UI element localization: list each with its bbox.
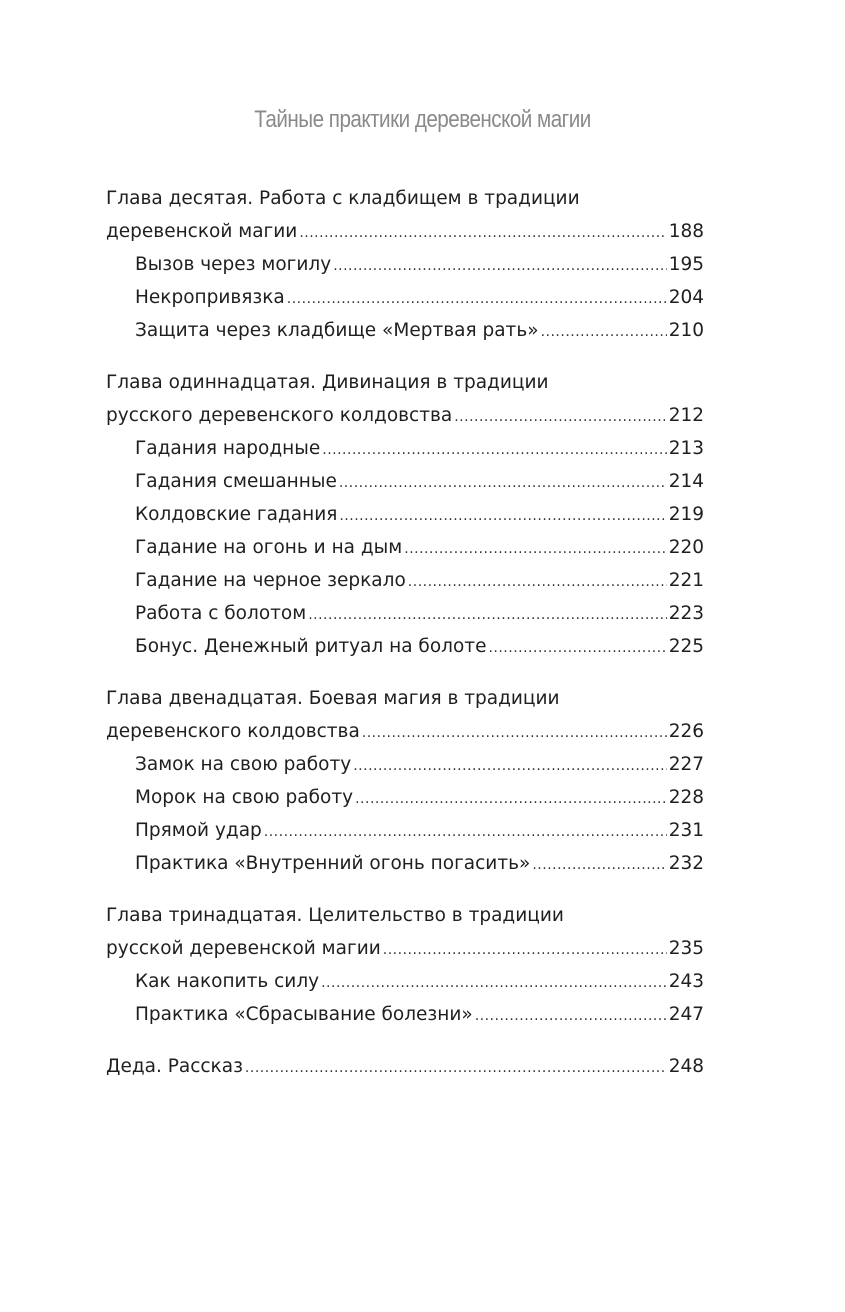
page-number: 226 — [668, 721, 704, 742]
chapter-title-line: русской деревенской магии — [106, 938, 381, 959]
toc-item-title: Некропривязка — [135, 287, 285, 308]
toc-item[interactable] — [106, 748, 704, 781]
dot-leader — [353, 750, 666, 781]
toc-item[interactable] — [106, 998, 704, 1031]
toc-item[interactable] — [106, 781, 704, 814]
toc-item-title: Защита через кладбище «Мертвая рать» — [135, 320, 539, 341]
toc-item[interactable] — [106, 965, 704, 998]
toc-item-title: Практика «Внутренний огонь погасить» — [135, 853, 531, 874]
dot-leader — [322, 434, 666, 465]
dot-leader — [404, 533, 666, 564]
dot-leader — [321, 967, 667, 998]
toc-item-title: Практика «Сбрасывание болезни» — [135, 1004, 473, 1025]
chapter-title-line: деревенской магии — [106, 221, 298, 242]
toc-item[interactable] — [106, 248, 704, 281]
page-number: 213 — [668, 438, 704, 459]
chapter-title-line: Глава тринадцатая. Целительство в традиции — [106, 905, 564, 926]
chapter-12 — [106, 682, 704, 880]
chapter-title-line: Глава одиннадцатая. Дивинация в традиции — [106, 372, 549, 393]
dot-leader — [408, 566, 667, 597]
page-number: 247 — [668, 1004, 704, 1025]
toc-item[interactable] — [106, 498, 704, 531]
page-number: 220 — [668, 537, 704, 558]
toc-item-title: Деда. Рассказ — [106, 1056, 243, 1077]
toc-item-title: Как накопить силу — [135, 971, 320, 992]
toc-item-title: Колдовские гадания — [135, 504, 338, 525]
page-number: 243 — [668, 971, 704, 992]
dot-leader — [339, 500, 666, 531]
dot-leader — [383, 934, 667, 965]
chapter-title-line: русского деревенского колдовства — [106, 405, 453, 426]
chapter-entry[interactable] — [106, 1050, 704, 1083]
toc-item-title: Морок на свою работу — [135, 787, 354, 808]
dot-leader — [532, 849, 666, 880]
toc-item[interactable] — [106, 564, 704, 597]
dot-leader — [333, 250, 667, 281]
toc-item-title: Замок на свою работу — [135, 754, 352, 775]
page-number: 228 — [668, 787, 704, 808]
chapter-title-line: Глава десятая. Работа с кладбищем в традиции — [106, 188, 580, 209]
chapter-13 — [106, 899, 704, 1031]
page-number: 225 — [668, 636, 704, 657]
toc-item-title: Вызов через могилу — [135, 254, 332, 275]
toc-item[interactable] — [106, 630, 704, 663]
chapter-entry[interactable] — [106, 932, 704, 965]
table-of-contents — [106, 182, 704, 1102]
page-number: 231 — [668, 820, 704, 841]
toc-item-title: Гадания народные — [135, 438, 321, 459]
dot-leader — [541, 316, 667, 347]
page-number: 204 — [668, 287, 704, 308]
page-number: 232 — [668, 853, 704, 874]
toc-item[interactable] — [106, 314, 704, 347]
page-number: 195 — [668, 254, 704, 275]
dot-leader — [287, 283, 667, 314]
toc-item[interactable] — [106, 814, 704, 847]
toc-item-title: Бонус. Денежный ритуал на болоте — [135, 636, 487, 657]
dot-leader — [339, 467, 667, 498]
dot-leader — [308, 599, 666, 630]
toc-item[interactable] — [106, 597, 704, 630]
final-entry — [106, 1050, 704, 1083]
dot-leader — [355, 783, 667, 814]
chapter-entry[interactable] — [106, 399, 704, 432]
page-number: 219 — [668, 504, 704, 525]
page-number: 188 — [668, 221, 704, 242]
toc-item-title: Гадание на черное зеркало — [135, 570, 406, 591]
toc-item[interactable] — [106, 432, 704, 465]
dot-leader — [299, 217, 666, 248]
toc-item-title: Гадания смешанные — [135, 471, 337, 492]
chapter-11 — [106, 366, 704, 663]
toc-item[interactable] — [106, 531, 704, 564]
toc-item[interactable] — [106, 847, 704, 880]
page-number: 223 — [668, 603, 704, 624]
page-number: 214 — [668, 471, 704, 492]
toc-item[interactable] — [106, 281, 704, 314]
dot-leader — [264, 816, 667, 847]
running-header: Тайные практики деревенской магии — [254, 106, 591, 133]
toc-item-title: Гадание на огонь и на дым — [135, 537, 403, 558]
dot-leader — [475, 1000, 667, 1031]
page-number: 221 — [668, 570, 704, 591]
dot-leader — [362, 717, 667, 748]
page-number: 227 — [668, 754, 704, 775]
dot-leader — [454, 401, 666, 432]
page-number: 248 — [668, 1056, 704, 1077]
chapter-title-line: Глава двенадцатая. Боевая магия в традиции — [106, 688, 560, 709]
toc-item-title: Работа с болотом — [135, 603, 307, 624]
chapter-title-line: деревенского колдовства — [106, 721, 360, 742]
chapter-10 — [106, 182, 704, 347]
dot-leader — [245, 1052, 667, 1083]
chapter-entry[interactable] — [106, 215, 704, 248]
dot-leader — [488, 632, 666, 663]
chapter-entry[interactable] — [106, 715, 704, 748]
page-number: 212 — [668, 405, 704, 426]
page-number: 235 — [668, 938, 704, 959]
toc-item-title: Прямой удар — [135, 820, 262, 841]
toc-item[interactable] — [106, 465, 704, 498]
page-number: 210 — [668, 320, 704, 341]
